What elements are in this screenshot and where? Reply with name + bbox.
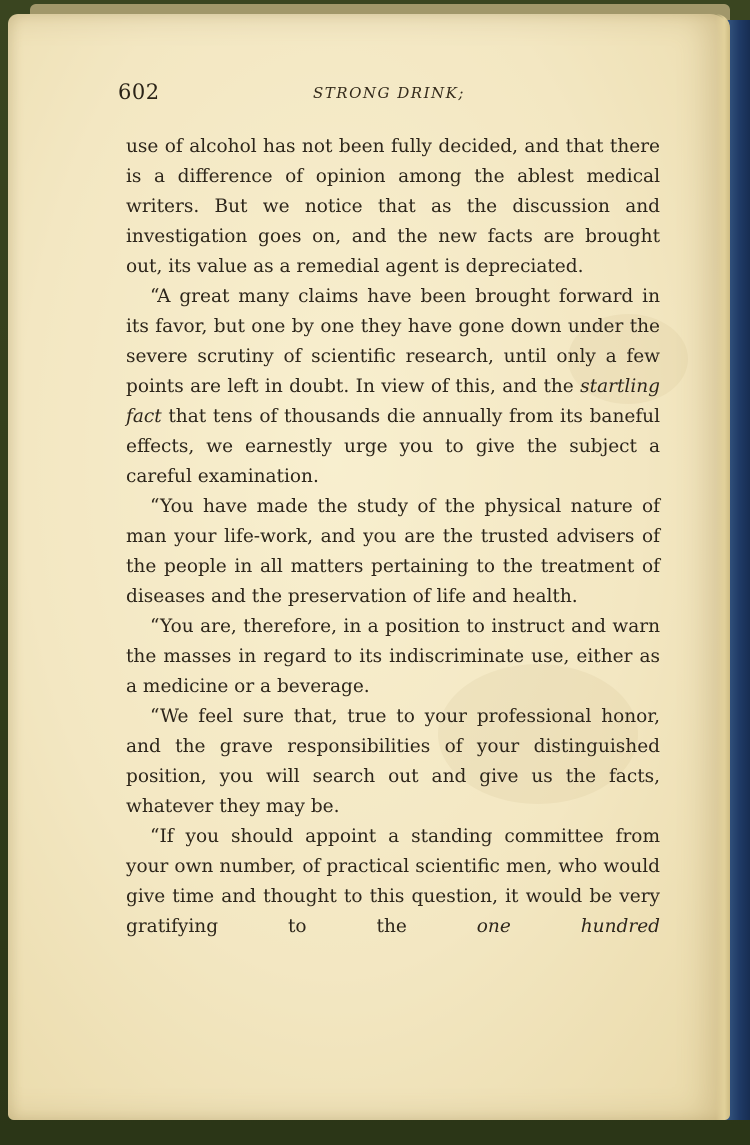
- text-run: “You have made the study of the physical nature of man your life-work, and you are the trusted advisers of the people in all matters pertaining to the treatment of diseases and the preservation of life and health.: [126, 496, 660, 607]
- paragraph: [126, 612, 660, 702]
- paragraph: [126, 282, 660, 492]
- text-run: “If you should appoint a standing committee from your own number, of practical scientific men, who would give time and thought to this question, it would be very gratifying to the: [126, 826, 660, 937]
- text-run: “You are, therefore, in a position to instruct and warn the masses in regard to its indiscriminate use, either as a medicine or a beverage.: [126, 616, 660, 697]
- italic-phrase: startling fact: [126, 376, 660, 427]
- page-number: 602: [118, 80, 160, 104]
- italic-phrase: one hundred: [476, 916, 660, 937]
- text-run: “We feel sure that, true to your professional honor, and the grave responsibilities of your distinguished position, you will search out and give us the facts, whatever they may be.: [126, 706, 660, 817]
- paragraph: [126, 822, 660, 942]
- paragraph: [126, 492, 660, 612]
- running-title: STRONG DRINK;: [313, 84, 465, 102]
- body-text: [126, 132, 660, 942]
- running-header: [118, 76, 658, 116]
- text-run: “A great many claims have been brought forward in its favor, but one by one they have gone down under the severe scrutiny of scientific research, until only a few points are left in doubt. In view of this, and the: [126, 286, 660, 397]
- text-run: use of alcohol has not been fully decided, and that there is a difference of opinion among the ablest medical writers. But we notice that as the discussion and investigation goes on, and the new facts are brought out, its value as a remedial agent is depreciated.: [126, 136, 660, 277]
- paragraph: [126, 132, 660, 282]
- page-fore-edge: [716, 14, 730, 1120]
- text-run: that tens of thousands die annually from its baneful effects, we earnestly urge you to give the subject a careful examination.: [126, 406, 660, 487]
- paragraph: [126, 702, 660, 822]
